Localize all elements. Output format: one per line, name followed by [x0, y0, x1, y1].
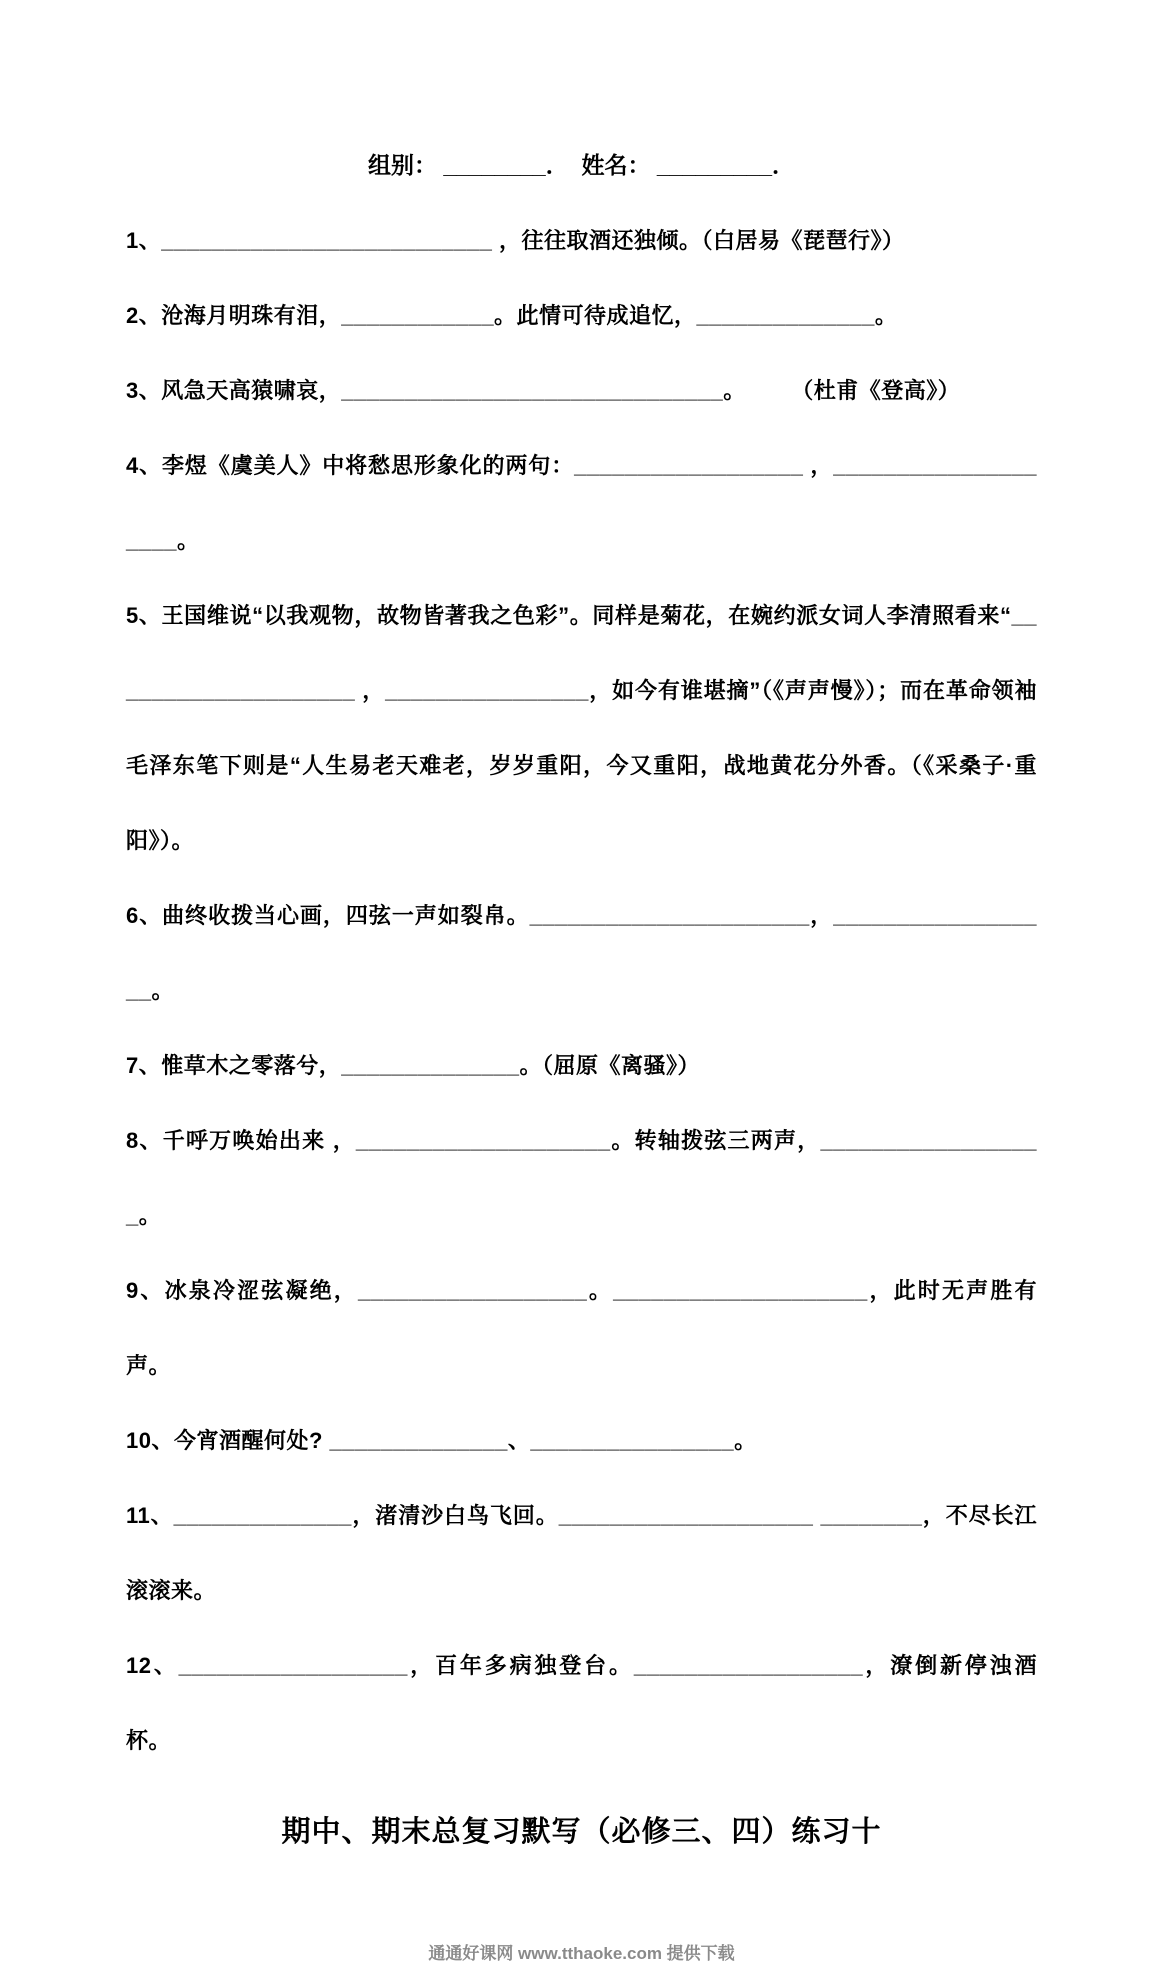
question-8: 8、千呼万唤始出来 ，____________________。转轴拨弦三两声，__________________。	[126, 1128, 1037, 1228]
question-9: 9、冰泉冷涩弦凝绝，__________________。____________________，此时无声胜有声。	[126, 1278, 1037, 1378]
footer-download-note: 通通好课网 www.tthaoke.com 提供下载	[428, 1944, 735, 1963]
question-10: 10、今宵酒醒何处? ______________、________________。	[126, 1428, 757, 1453]
document-title: 期中、期末总复习默写（必修三、四）练习十	[281, 1816, 882, 1848]
question-4: 4、李煜《虞美人》中将愁思形象化的两句：__________________ ，____________________。	[126, 453, 1037, 553]
question-11: 11、______________，渚清沙白鸟飞回。____________________ ________，不尽长江滚滚来。	[126, 1503, 1037, 1603]
question-12: 12、__________________，百年多病独登台。__________________，潦倒新停浊酒杯。	[126, 1653, 1037, 1753]
question-7: 7、惟草木之零落兮，______________。（屈原《离骚》）	[126, 1053, 701, 1078]
question-6: 6、曲终收拨当心画，四弦一声如裂帛。______________________，__________________。	[126, 903, 1037, 1003]
question-5: 5、王国维说“以我观物，故物皆著我之色彩”。同样是菊花，在婉约派女词人李清照看来“____________________ ，________________，如今有谁堪摘”（《声声慢》）；而在革命领袖毛泽东笔下则是“人生易老天难老，岁岁重阳，今又重阳，战地黄花分外香。（《采桑子·重阳》）。	[126, 603, 1037, 853]
question-2: 2、沧海月明珠有泪，____________。此情可待成追忆，______________。	[126, 303, 898, 328]
question-1: 1、__________________________ ，往往取酒还独倾。（白居易《琵琶行》）	[126, 228, 905, 253]
student-info-line: 组别： ________． 姓名： _________．	[367, 152, 796, 178]
question-3: 3、风急天高猿啸哀，______________________________。 （杜甫《登高》）	[126, 378, 961, 403]
